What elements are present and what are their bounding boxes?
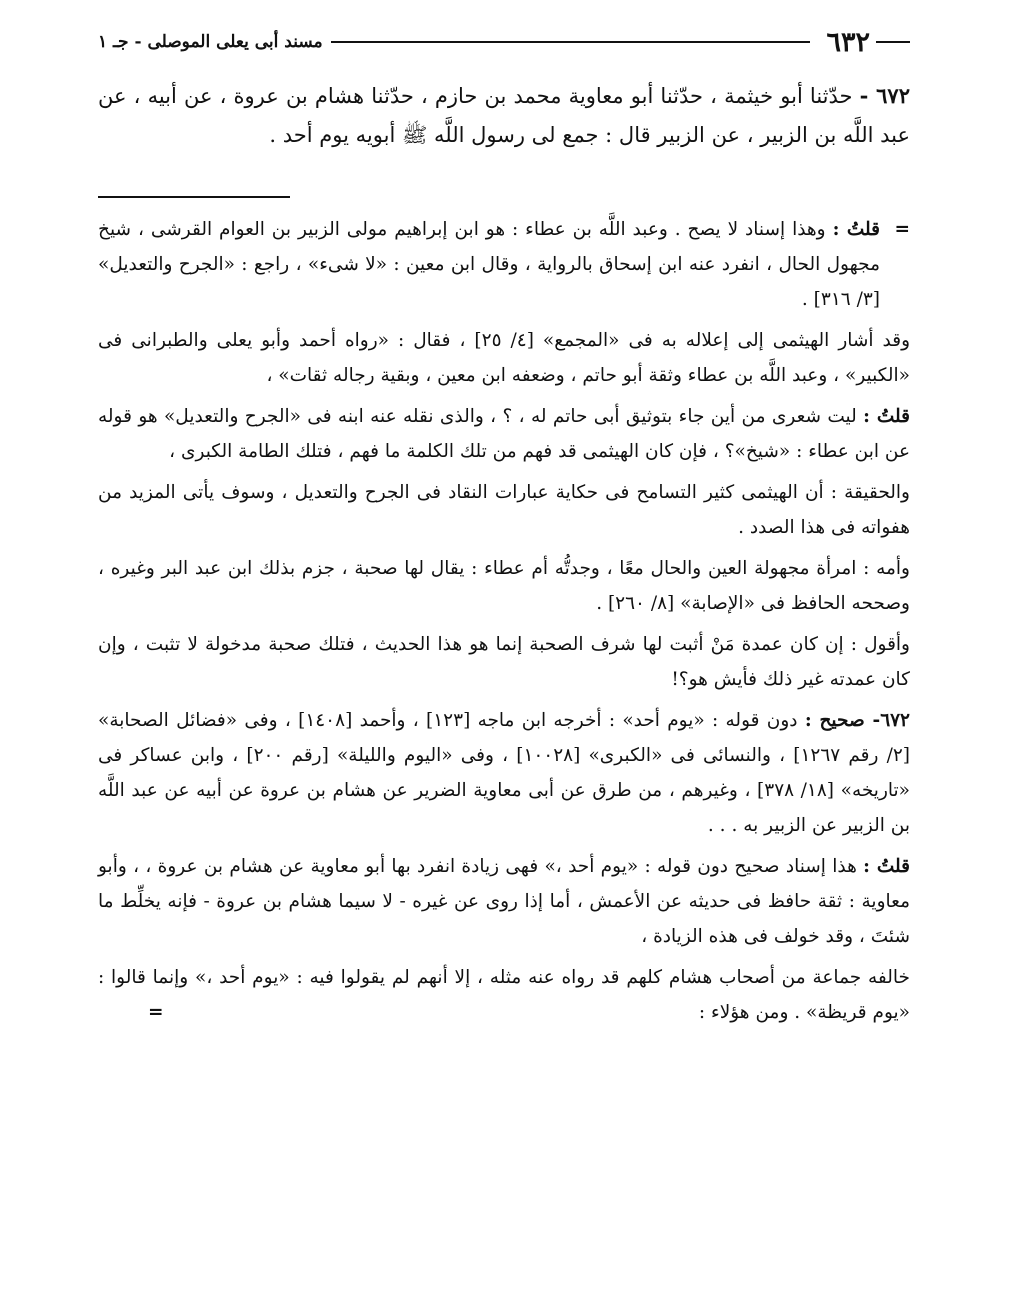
page-number: ٦٣٢ xyxy=(826,26,870,58)
paragraph-text: والحقيقة : أن الهيثمى كثير التسامح فى حكاية عبارات النقاد فى الجرح والتعديل ، وسوف يأتى المزيد من هفواته فى هذا الصدد . xyxy=(98,482,910,538)
paragraph-label: قلتُ : xyxy=(863,406,910,427)
footnote-separator xyxy=(98,196,290,198)
paragraph-text: وقد أشار الهيثمى إلى إعلاله به فى «المجمع» [٤/ ٢٥] ، فقال : «رواه أحمد وأبو يعلى والطبرانى فى «الكبير» ، وعبد اللَّه بن عطاء وثقة أبو حاتم ، وضعفه ابن معين ، وبقية رجاله ثقات» ، xyxy=(98,330,911,386)
paragraph-text: وأمه : امرأة مجهولة العين والحال معًا ، وجدتُّه أم عطاء : يقال لها صحبة ، جزم بذلك ابن عبد البر وغيره ، وصححه الحافظ فى «الإصابة» [٨/ ٢٦٠] . xyxy=(98,558,910,614)
hadith-body: حدّثنا أبو خيثمة ، حدّثنا أبو معاوية محمد بن حازم ، حدّثنا هشام بن عروة ، عن أبيه ، عن عبد اللَّه بن الزبير ، عن الزبير قال : جمع لى رسول اللَّه ﷺ أبويه يوم أحد . xyxy=(98,84,910,147)
paragraph-text: ليت شعرى من أين جاء بتوثيق أبى حاتم له ، ؟ ، والذى نقله عنه ابنه فى «الجرح والتعديل» هو قوله عن ابن عطاء : «شيخ»؟ ، فإن كان الهيثمى قد فهم من تلك الكلمة ما فهم ، فتلك الطامة الكبرى ، xyxy=(98,406,910,462)
continuation-mark: = xyxy=(894,219,910,240)
running-header xyxy=(98,22,910,62)
running-title: مسند أبى يعلى الموصلى - جـ ١ xyxy=(98,32,323,52)
hadith-number: ٦٧٢ - xyxy=(859,83,910,108)
footnotes xyxy=(98,212,910,1036)
paragraph-label: ٦٧٢- صحيح : xyxy=(804,710,910,731)
paragraph-text: خالفه جماعة من أصحاب هشام كلهم قد رواه عنه مثله ، إلا أنهم لم يقولوا فيه : «يوم أحد ،» وإنما قالوا : «يوم قريظة» . ومن هؤلاء : xyxy=(98,967,910,1023)
footnote-paragraph-2 xyxy=(98,323,910,393)
header-rule xyxy=(331,41,811,43)
footnote-paragraph-1 xyxy=(98,212,910,317)
hadith-text xyxy=(98,76,910,155)
footnote-paragraph-8 xyxy=(98,849,910,954)
paragraph-text: وأقول : إن كان عمدة مَنْ أثبت لها شرف الصحبة إنما هو هذا الحديث ، فتلك صحبة مدخولة لا تثبت ، وإن كان عمدته غير ذلك فأيش هو؟! xyxy=(98,634,910,690)
paragraph-text: وهذا إسناد لا يصح . وعبد اللَّه بن عطاء : هو ابن إبراهيم مولى الزبير بن العوام القرشى ، شيخ مجهول الحال ، انفرد عنه ابن إسحاق بالرواية ، وقال ابن معين : «لا شىء» ، راجع : «الجرح والتعديل» [٣/ ٣١٦] . xyxy=(98,219,880,310)
footnote-paragraph-9 xyxy=(98,960,910,1030)
paragraph-text: دون قوله : «يوم أحد» : أخرجه ابن ماجه [١٢٣] ، وأحمد [١٤٠٨] ، وفى «فضائل الصحابة» [٢/ رقم ١٢٦٧] ، والنسائى فى «الكبرى» [١٠٠٢٨] ، وفى «اليوم والليلة» [رقم ٢٠٠] ، وابن عساكر فى «تاريخه» [١٨/ ٣٧٨] ، وغيرهم ، من طرق عن أبى معاوية الضرير عن هشام بن عروة عن أبيه عن عبد اللَّه بن الزبير عن الزبير به . . . xyxy=(98,710,910,836)
header-dash xyxy=(876,41,910,43)
trailing-continuation-mark: = xyxy=(148,1002,164,1023)
takhrij-paragraph xyxy=(98,703,910,843)
footnote-paragraph-5 xyxy=(98,551,910,621)
footnote-paragraph-6 xyxy=(98,627,910,697)
paragraph-label: قلتُ : xyxy=(832,219,881,240)
paragraph-text: هذا إسناد صحيح دون قوله : «يوم أحد ،» فهى زيادة انفرد بها أبو معاوية عن هشام بن عروة ، ، وأبو معاوية : ثقة حافظ فى حديثه عن الأعمش ، أما إذا روى عن غيره - لا سيما هشام بن عروة - فإنه يخلِّط ما شئتَ ، وقد خولف فى هذه الزيادة ، xyxy=(98,856,910,947)
footnote-paragraph-4 xyxy=(98,475,910,545)
footnote-paragraph-3 xyxy=(98,399,910,469)
paragraph-label: قلتُ : xyxy=(863,856,910,877)
